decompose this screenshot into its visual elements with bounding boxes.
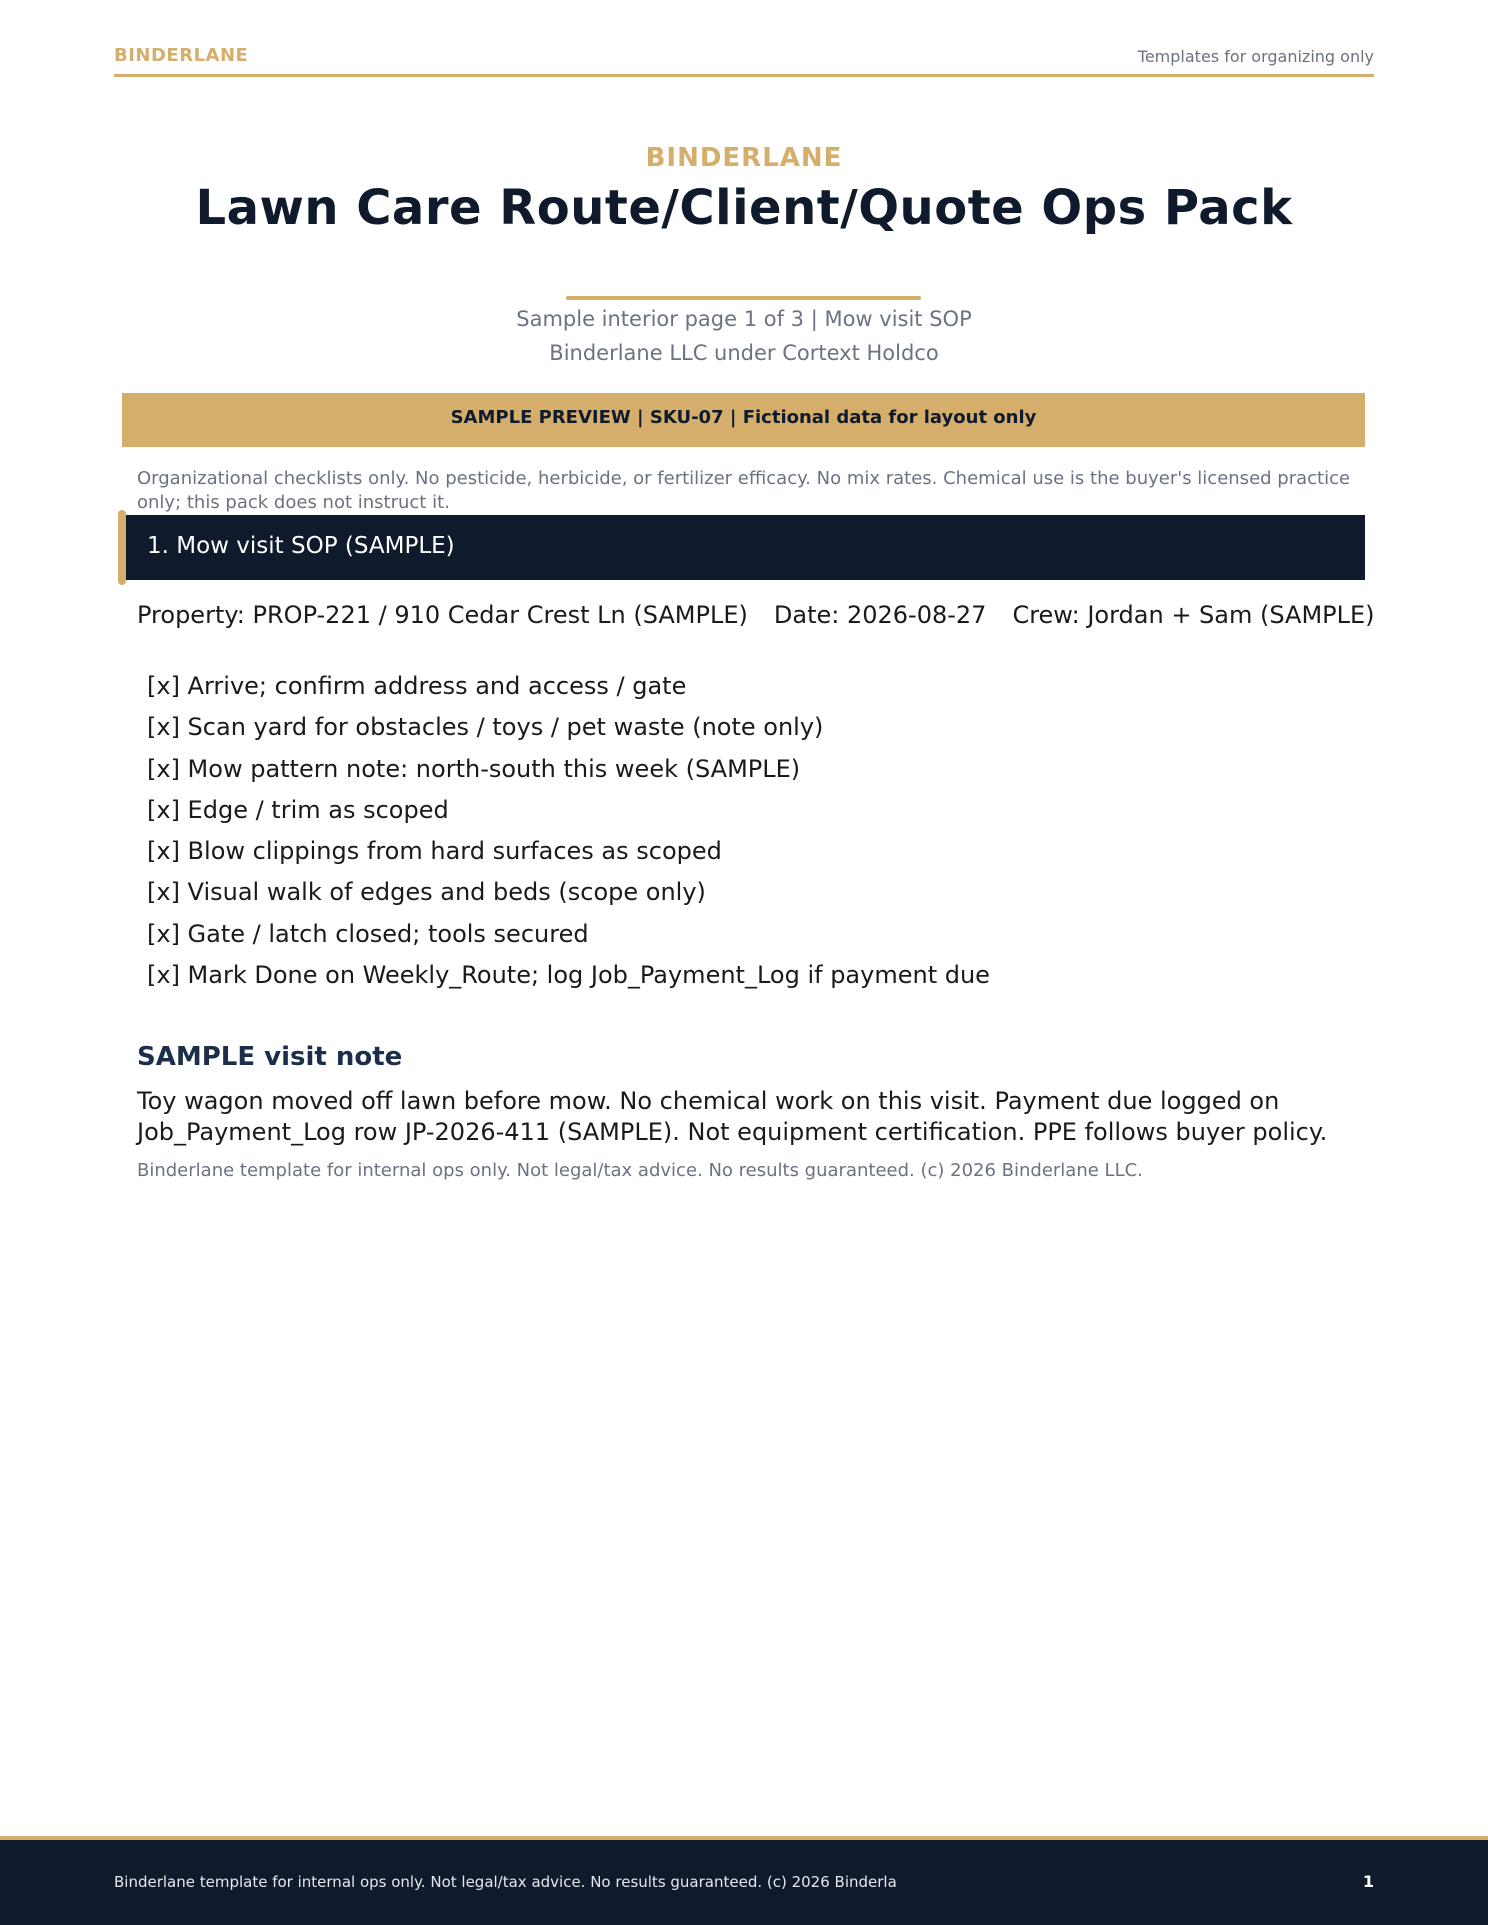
footer-text: Binderlane template for internal ops only. Not legal/tax advice. No results guaranteed. (c) 2026 Binderla [114,1873,897,1891]
visit-note-body: Toy wagon moved off lawn before mow. No chemical work on this visit. Payment due logged on Job_Payment_Log row JP-2026-411 (SAMPLE). Not equipment certification. PPE follows buyer policy. [137,1087,1328,1146]
page-footer [0,1836,1488,1925]
body-footnote: Binderlane template for internal ops only. Not legal/tax advice. No results guaranteed. (c) 2026 Binderlane LLC. [137,1160,1143,1181]
checklist-item: [x] Visual walk of edges and beds (scope only) [147,878,706,907]
sample-preview-banner: SAMPLE PREVIEW | SKU-07 | Fictional data for layout only [122,393,1365,447]
sop-checklist [147,672,990,1002]
page-title: Lawn Care Route/Client/Quote Ops Pack [195,180,1293,236]
checklist-item: [x] Gate / latch closed; tools secured [147,919,589,948]
visit-note-heading: SAMPLE visit note [137,1042,403,1072]
checklist-item: [x] Arrive; confirm address and access / gate [147,672,687,700]
section-title: 1. Mow visit SOP (SAMPLE) [147,533,455,559]
checklist-item: [x] Mow pattern note: north-south this week (SAMPLE) [147,754,801,783]
meta-property: Property: PROP-221 / 910 Cedar Crest Ln (SAMPLE) [137,601,748,629]
title-brand: BINDERLANE [645,143,843,173]
checklist-item: [x] Mark Done on Weekly_Route; log Job_Payment_Log if payment due [147,961,990,990]
section-header [126,515,1365,580]
running-header [114,44,1374,77]
title-divider [566,296,921,300]
visit-meta [137,600,1377,631]
subtitle-line-2: Binderlane LLC under Cortext Holdco [549,341,939,365]
meta-date: Date: 2026-08-27 [773,601,987,629]
header-tagline: Templates for organizing only [1137,47,1374,66]
section-accent-bar [118,510,126,585]
disclaimer-text: Organizational checklists only. No pesticide, herbicide, or fertilizer efficacy. No mix rates. Chemical use is the buyer's licensed practice only; this pack does not instruct it. [137,468,1351,513]
checklist-item: [x] Scan yard for obstacles / toys / pet waste (note only) [147,713,824,742]
subtitle-line-1: Sample interior page 1 of 3 | Mow visit SOP [516,307,972,331]
meta-crew: Crew: Jordan + Sam (SAMPLE) [1012,601,1375,629]
page-number: 1 [1362,1872,1374,1891]
checklist-item: [x] Blow clippings from hard surfaces as scoped [147,837,722,866]
checklist-item: [x] Edge / trim as scoped [147,795,449,824]
header-brand: BINDERLANE [114,45,249,66]
